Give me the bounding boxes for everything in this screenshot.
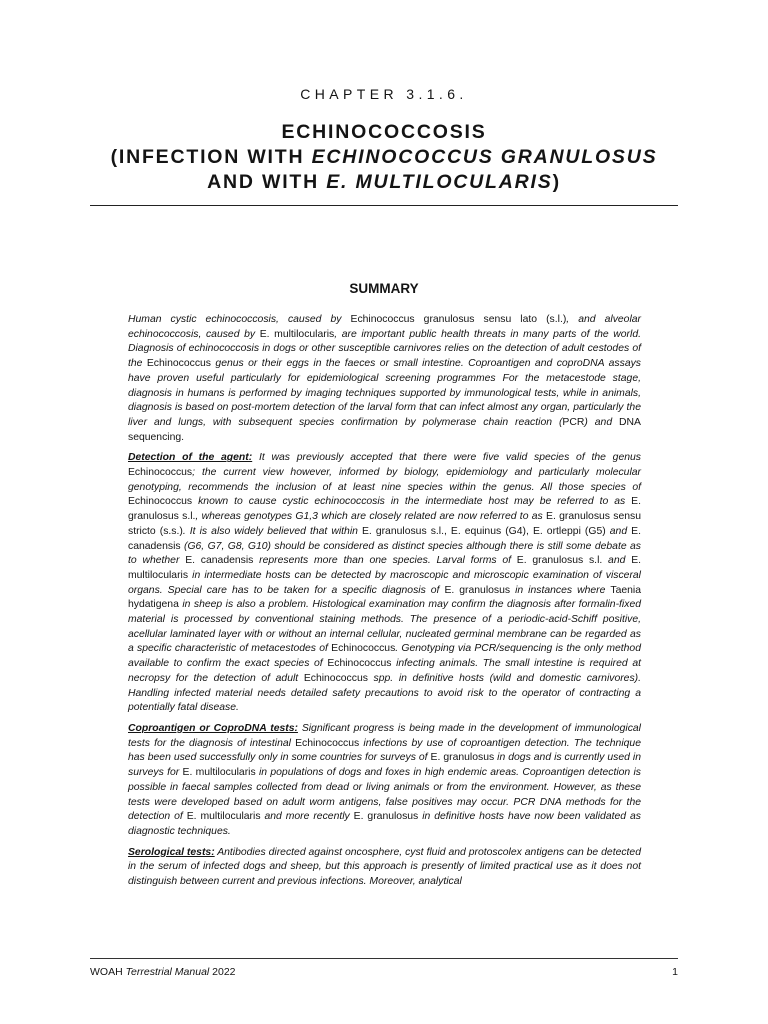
page-number: 1 [672, 966, 678, 978]
text-run: in definitive hosts have now been validated as diagnostic techniques. [128, 811, 641, 837]
chapter-number: CHAPTER 3.1.6. [300, 86, 468, 102]
text-run: Antibodies directed against oncosphere, cyst fluid and protoscolex antigens can be detected in the serum of infected dogs and sheep, but this approach is presently of limited practical use as it does not distinguish between current and previous infections. Moreover, analytical [128, 846, 641, 888]
summary-heading: SUMMARY [349, 281, 419, 296]
title-line-1: ECHINOCOCCOSIS [281, 121, 487, 143]
text-run: . It is also widely believed that within [182, 525, 362, 537]
text-run: in sheep is also a problem. Histological examination may confirm the diagnosis after formalin-fixed material is processed by conventional staining methods. The presence of a periodic-acid-Schiff positive, acellular laminated layer with or without an internal cellular, nucleated germinal membrane can be regarded as a specific characteristic of metacestodes of [128, 599, 641, 655]
text-run: genus or their eggs in the faeces or small intestine. Coproantigen and coproDNA assays have proven useful particularly for epidemiological screening programmes For the metacestode stage, diagnosis in humans is performed by imaging techniques supported by immunological tests, while in animals, diagnosis is based on post-mortem detection of the larval form that can infect almost any organ, particularly the liver and lungs, with subsequent species confirmation by polymerase chain reaction ( [128, 358, 641, 428]
text-run: in populations of dogs and foxes in high endemic areas. Coproantigen detection is possible in faecal samples collected from dead or living animals or from the environment. However, as these tests were developed based on adult worm antigens, false positives may occur. PCR DNA methods for the detection of [128, 767, 642, 823]
text-run: E. granulosus s.l. [516, 555, 603, 567]
title-line-3: AND WITH E. MULTILOCULARIS) [207, 171, 561, 193]
text-run: E. multilocularis [182, 767, 256, 779]
text-run: Echinococcus [128, 496, 193, 508]
text-run: E. granulosus [430, 752, 495, 764]
text-run: , and alveolar echinococcosis, caused by [128, 314, 641, 340]
text-run: Echinococcus [295, 737, 360, 749]
text-run: E. granulosus [444, 584, 511, 596]
text-run: and more recently [260, 811, 354, 823]
text-run: in dogs and is currently used in surveys for [128, 752, 641, 779]
serological-tests-heading: Serological tests: [128, 846, 215, 858]
text-run: E. granulosus s.l., E. equinus (G4), E. ortleppi (G5) [361, 525, 606, 537]
text-run: in instances where [510, 584, 611, 596]
text-run: E. canadensis [185, 555, 254, 567]
text-run: spp. in definitive hosts (wild and domestic carnivores). Handling infected material needs detailed safety precautions to avoid risk to the operator of contracting a potentially fatal disease. [128, 672, 642, 714]
text-run: E. multilocularis [128, 555, 642, 581]
text-run: known to cause cystic echinococcosis in the intermediate host may be referred to as [192, 496, 632, 508]
text-run: E. granulosus s.l. [128, 496, 641, 523]
text-run: . Genotyping via PCR/sequencing is the only method available to confirm the exact species of [128, 643, 641, 670]
text-run: Significant progress is being made in the development of immunological tests for the diagnosis of intestinal [128, 722, 641, 749]
text-run: E. multilocularis [186, 811, 261, 823]
summary-paragraph-detection [128, 451, 641, 716]
text-run: E. canadensis [128, 525, 641, 552]
text-run: Echinococcus granulosus sensu lato (s.l.) [350, 314, 567, 325]
title-species-multilocularis: E. MULTILOCULARIS [326, 171, 553, 193]
text-run: E. multilocularis [259, 328, 335, 340]
chapter-title [0, 120, 768, 195]
title-line-2: (INFECTION WITH ECHINOCOCCUS GRANULOSUS [110, 146, 658, 168]
text-run: Taenia hydatigena [128, 584, 641, 611]
summary-paragraph-serological [128, 846, 641, 890]
text-run: in intermediate hosts can be detected by macroscopic and microscopic examination of visceral organs. Special care has to be taken for a specific diagnosis of [128, 569, 641, 596]
text-run: PCR [562, 416, 585, 428]
footer-divider [90, 958, 678, 959]
text-run: Human cystic echinococcosis, caused by [128, 314, 351, 325]
text-run: Echinococcus [146, 358, 211, 370]
text-run: infecting animals. The small intestine is required at necropsy for the detection of adult [128, 658, 641, 684]
text-run: (G6, G7, G8, G10) should be considered as distinct species although there is still some debate as to whether [128, 540, 641, 567]
summary-body [128, 313, 641, 896]
text-run: It was previously accepted that there were five valid species of the genus [252, 452, 641, 464]
text-run: and [602, 555, 632, 567]
text-run: Echinococcus [327, 658, 392, 670]
text-run: E. granulosus sensu stricto (s.s.) [128, 511, 642, 537]
footer-manual-title: WOAH Terrestrial Manual 2022 [90, 966, 236, 978]
text-run: DNA sequencing. [128, 416, 641, 443]
coproantigen-heading: Coproantigen or CoproDNA tests: [128, 722, 298, 734]
text-run: , whereas genotypes G1,3 which are closely related are now referred to as [195, 511, 547, 523]
text-run: Echinococcus [128, 467, 193, 479]
text-run: represents more than one species. Larval forms of [253, 555, 517, 567]
text-run: Echinococcus [303, 672, 368, 684]
text-run: E. granulosus [353, 811, 419, 823]
text-run: and [605, 525, 632, 537]
title-divider [90, 205, 678, 206]
text-run: ; the current view however, informed by biology, epidemiology and particularly molecular genotyping, recommends the inclusion of at least nine species within the genus. All those species of [128, 467, 641, 493]
summary-paragraph-coproantigen [128, 722, 641, 840]
summary-paragraph-intro [128, 313, 641, 445]
title-species-granulosus: ECHINOCOCCUS GRANULOSUS [311, 146, 658, 168]
text-run: ) and [584, 416, 620, 428]
text-run: , are important public health threats in many parts of the world. Diagnosis of echinococcosis in dogs or other susceptible carnivores relies on the detection of adult cestodes of the [128, 328, 641, 370]
text-run: Echinococcus [331, 643, 396, 655]
detection-of-agent-heading: Detection of the agent: [128, 452, 253, 464]
text-run: infections by use of coproantigen detection. The technique has been used successfully only in some countries for surveys of [128, 737, 641, 764]
